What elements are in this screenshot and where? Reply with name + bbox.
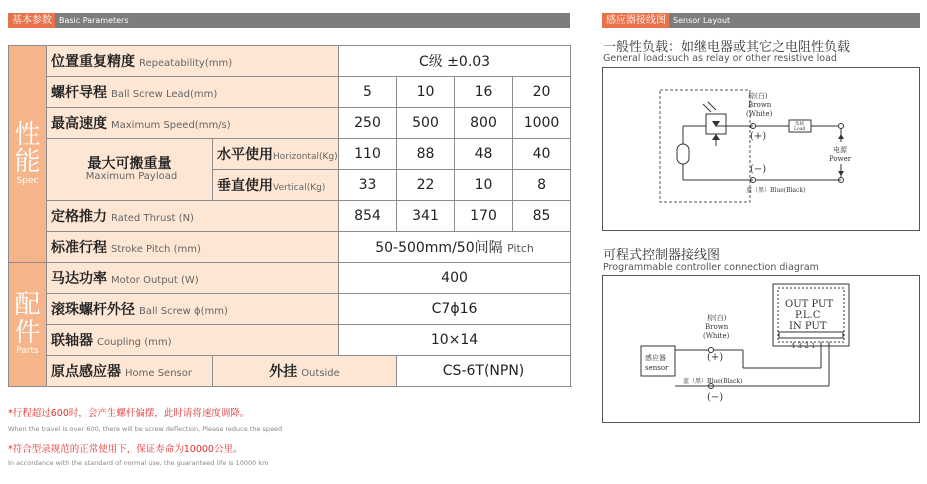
load-en-label: Load	[794, 127, 806, 132]
minus-label: (−)	[750, 164, 767, 175]
vertical-label: 垂直使用Vertical(Kg)	[213, 170, 339, 201]
home-sensor-label: 原点感应器 Home Sensor	[47, 356, 213, 387]
coupling-label: 联轴器 Coupling (mm)	[47, 325, 339, 356]
load-zh-label: 负载	[795, 122, 804, 127]
diagram1-subtitle: General load:such as relay or other resistive load	[603, 53, 837, 64]
lead-value: 5	[339, 77, 397, 108]
thrust-value: 85	[513, 201, 571, 232]
plus-label: (+)	[750, 131, 767, 142]
parts-group-label: 配 件 Parts	[9, 263, 47, 387]
white-en-label: (White)	[703, 332, 730, 340]
power-en-label: Power	[829, 155, 852, 163]
stroke-label: 标准行程 Stroke Pitch (mm)	[47, 232, 339, 263]
vertical-value: 10	[455, 170, 513, 201]
header-zh: 感应器接线图	[602, 13, 669, 28]
stroke-value: 50-500mm/50间隔 Pitch	[339, 232, 571, 263]
payload-label: 最大可搬重量 Maximum Payload	[47, 139, 213, 201]
sensor-en-label: sensor	[645, 364, 669, 372]
speed-value: 800	[455, 108, 513, 139]
general-load-circuit	[603, 68, 921, 232]
plc-circuit	[603, 276, 921, 424]
minus-label: (−)	[707, 392, 724, 403]
general-load-diagram	[602, 67, 920, 231]
home-sensor-value: CS-6T(NPN)	[397, 356, 571, 387]
basic-parameters-header	[8, 13, 570, 28]
screw-label: 滚珠螺杆外径 Ball Screw ϕ(mm)	[47, 294, 339, 325]
spec-group-label: 性 能 Spec	[9, 46, 47, 263]
diagram1-title: 一般性负载：如继电器或其它之电阻性负载	[603, 40, 851, 55]
horizontal-value: 88	[397, 139, 455, 170]
horizontal-label: 水平使用Horizontal(Kg)	[213, 139, 339, 170]
spec-table	[8, 45, 571, 387]
diagram2-title: 可程式控制器接线图	[603, 248, 721, 263]
sensor-zh-label: 感应器	[645, 354, 666, 362]
header-en: Sensor Layout	[673, 16, 731, 25]
repeatability-value: C级 ±0.03	[339, 46, 571, 77]
table-row	[9, 325, 571, 356]
sensor-layout-header	[602, 13, 920, 28]
note-travel-en: When the travel is over 600, there will be screw deflection, Please reduce the speed	[8, 425, 283, 433]
plc-label: P.L.C	[795, 310, 821, 321]
plc-diagram	[602, 275, 920, 423]
vertical-value: 33	[339, 170, 397, 201]
blue-wire-label: 蓝（黑）Blue(Black)	[683, 378, 743, 385]
brown-label: 棕(白)	[707, 314, 727, 322]
screw-value: C7ϕ16	[339, 294, 571, 325]
note-life-en: In accordance with the standard of normal use, the guaranteed life is 10000 km	[8, 459, 269, 467]
plc-input-label: IN PUT	[789, 321, 827, 332]
vertical-value: 8	[513, 170, 571, 201]
horizontal-value: 110	[339, 139, 397, 170]
table-row	[9, 232, 571, 263]
table-row	[9, 356, 571, 387]
thrust-value: 170	[455, 201, 513, 232]
table-row	[9, 263, 571, 294]
horizontal-value: 40	[513, 139, 571, 170]
header-zh: 基本参数	[8, 13, 55, 28]
coupling-value: 10×14	[339, 325, 571, 356]
table-row	[9, 77, 571, 108]
table-row	[9, 294, 571, 325]
lead-value: 16	[455, 77, 513, 108]
thrust-label: 定格推力 Rated Thrust (N)	[47, 201, 339, 232]
table-row	[9, 201, 571, 232]
brown-en-label: Brown	[705, 323, 729, 331]
home-sensor-mount: 外挂 Outside	[213, 356, 397, 387]
speed-label: 最高速度 Maximum Speed(mm/s)	[47, 108, 339, 139]
lead-label: 螺杆导程 Ball Screw Lead(mm)	[47, 77, 339, 108]
plc-output-label: OUT PUT	[785, 299, 834, 310]
note-life-zh: *符合型录规范的正常使用下，保证寿命为10000公里。	[8, 444, 243, 455]
table-row	[9, 108, 571, 139]
plc-pins-label: 4 3 2 1 − +	[791, 342, 832, 350]
white-en-label: (White)	[746, 110, 773, 118]
table-row	[9, 139, 571, 170]
brown-label: 棕(白)	[748, 92, 768, 100]
vertical-value: 22	[397, 170, 455, 201]
thrust-value: 854	[339, 201, 397, 232]
motor-value: 400	[339, 263, 571, 294]
header-en: Basic Parameters	[59, 16, 129, 25]
motor-label: 马达功率 Motor Output (W)	[47, 263, 339, 294]
note-travel-zh: *行程超过600时，会产生螺杆偏摆，此时请将速度调降。	[8, 408, 250, 419]
thrust-value: 341	[397, 201, 455, 232]
lead-value: 20	[513, 77, 571, 108]
speed-value: 1000	[513, 108, 571, 139]
speed-value: 500	[397, 108, 455, 139]
repeatability-label: 位置重复精度 Repeatability(mm)	[47, 46, 339, 77]
speed-value: 250	[339, 108, 397, 139]
table-row	[9, 46, 571, 77]
power-zh-label: 电源	[833, 146, 847, 154]
brown-en-label: Brown	[748, 101, 772, 109]
diagram2-subtitle: Programmable controller connection diagram	[603, 262, 819, 273]
horizontal-value: 48	[455, 139, 513, 170]
lead-value: 10	[397, 77, 455, 108]
blue-wire-label: 蓝（黑）Blue(Black)	[746, 187, 806, 194]
plus-label: (+)	[707, 352, 724, 363]
